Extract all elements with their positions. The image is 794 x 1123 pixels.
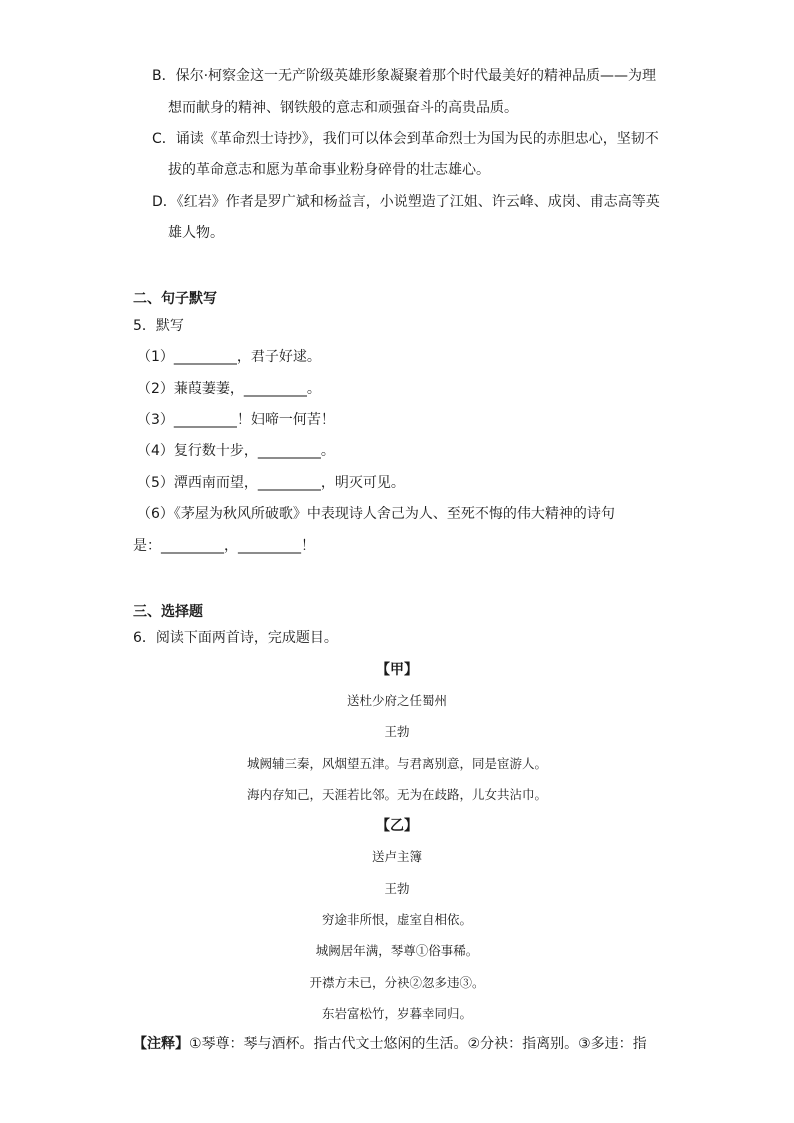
dictation-item-4: （4）复行数十步，_________。 [137,443,335,459]
option-b-line1: B．保尔·柯察金这一无产阶级英雄形象凝聚着那个时代最美好的精神品质——为理 [152,68,657,84]
option-b-line2: 想而献身的精神、钢铁般的意志和顽强奋斗的高贵品质。 [168,100,518,116]
poem1-line-1: 城阙辅三秦，风烟望五津。与君离别意，同是宦游人。 [246,756,547,771]
dictation-item-2: （2）蒹葭萋萋，_________。 [137,381,321,397]
poem2-title: 送卢主簿 [371,849,422,864]
poem2-line-4: 东岩富松竹，岁暮幸同归。 [321,1006,472,1021]
poem2-line-2: 城阙居年满，琴尊①俗事稀。 [315,943,479,958]
option-c-line1: C．诵读《革命烈士诗抄》，我们可以体会到革命烈士为国为民的赤胆忠心，坚韧不 [152,131,659,147]
poem2-line-1: 穷途非所恨，虚室自相依。 [321,912,472,927]
section3-title: 三、选择题 [133,604,203,620]
dictation-item-5: （5）潭西南而望，_________，明灭可见。 [137,475,405,491]
poem2-mark: 【乙】 [376,818,418,834]
poem2-author: 王勃 [384,881,410,896]
poem2-line-3: 开襟方未已，分袂②忽多违③。 [309,975,485,990]
option-c-line2: 拔的革命意志和愿为革命事业粉身碎骨的壮志雄心。 [168,162,490,178]
option-d-line2: 雄人物。 [168,225,224,241]
annotation-label: 【注释】 [133,1036,189,1052]
dictation-item-3: （3）_________！妇啼一何苦！ [137,412,335,428]
annotation [133,1035,647,1053]
poem1-line-2: 海内存知己，天涯若比邻。无为在歧路，儿女共沾巾。 [246,787,547,802]
poem1-mark: 【甲】 [376,662,418,678]
question-6: 6．阅读下面两首诗，完成题目。 [133,630,338,646]
dictation-item-1: （1）_________，君子好逑。 [137,349,321,365]
annotation-text: ①琴尊：琴与酒杯。指古代文士悠闲的生活。②分袂：指离别。③多违：指 [189,1036,647,1052]
poem1-title: 送杜少府之任蜀州 [346,693,447,708]
dictation-item-6: （6）《茅屋为秋风所破歌》中表现诗人舍己为人、至死不悔的伟大精神的诗句 [137,506,615,522]
question-5: 5．默写 [133,318,184,334]
option-d-line1: D．《红岩》作者是罗广斌和杨益言，小说塑造了江姐、许云峰、成岗、甫志高等英 [152,194,660,210]
section2-title: 二、句子默写 [133,291,217,307]
poem1-author: 王勃 [384,724,410,739]
dictation-item-6-cont: 是：_________，_________！ [133,538,315,554]
